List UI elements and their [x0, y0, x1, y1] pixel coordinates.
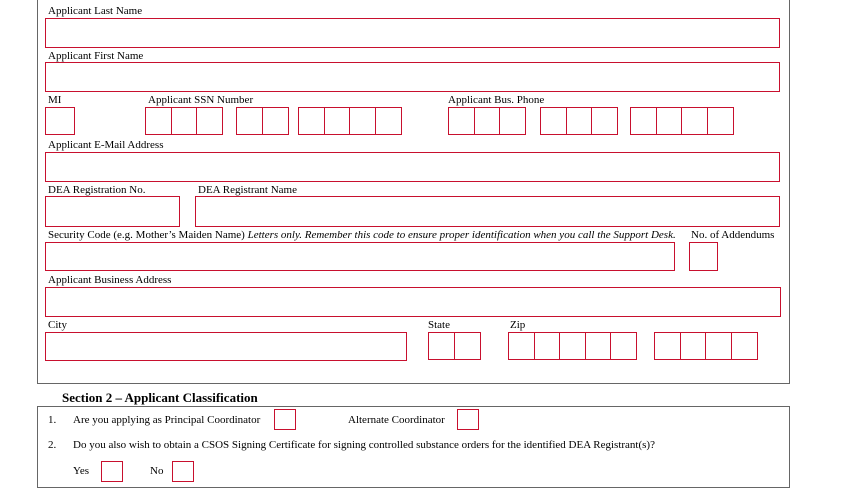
city-field[interactable]	[45, 332, 407, 361]
zip-digit-field[interactable]	[585, 332, 612, 360]
zip-digit-field[interactable]	[508, 332, 535, 360]
email-field[interactable]	[45, 152, 780, 182]
business-address-label: Applicant Business Address	[48, 274, 172, 286]
zip-group-1	[508, 332, 636, 360]
city-label: City	[48, 319, 67, 331]
zip-digit-field[interactable]	[559, 332, 586, 360]
q1-text: Are you applying as Principal Coordinator	[73, 414, 261, 426]
phone-digit-field[interactable]	[566, 107, 593, 135]
ssn-group-2	[236, 107, 287, 135]
security-code-field[interactable]	[45, 242, 675, 271]
ssn-group-1	[145, 107, 222, 135]
ssn-digit-field[interactable]	[349, 107, 376, 135]
dea-name-field[interactable]	[195, 196, 780, 227]
principal-coordinator-checkbox[interactable]	[274, 409, 296, 430]
ssn-digit-field[interactable]	[262, 107, 289, 135]
email-label: Applicant E-Mail Address	[48, 139, 164, 151]
phone-digit-field[interactable]	[591, 107, 618, 135]
zip-digit-field[interactable]	[534, 332, 561, 360]
alternate-coordinator-checkbox[interactable]	[457, 409, 479, 430]
security-code-note: Letters only. Remember this code to ensure proper identification when you call the Support Desk.	[247, 229, 676, 241]
mi-label: MI	[48, 94, 62, 106]
business-address-field[interactable]	[45, 287, 781, 317]
phone-digit-field[interactable]	[656, 107, 683, 135]
addendums-label: No. of Addendums	[691, 229, 775, 241]
ssn-digit-field[interactable]	[298, 107, 325, 135]
zip-digit-field[interactable]	[731, 332, 758, 360]
ssn-digit-field[interactable]	[145, 107, 172, 135]
no-label: No	[150, 465, 164, 477]
first-name-field[interactable]	[45, 62, 780, 92]
dea-number-label: DEA Registration No.	[48, 184, 146, 196]
section2-title: Section 2 – Applicant Classification	[62, 390, 258, 405]
zip-digit-field[interactable]	[610, 332, 637, 360]
yes-label: Yes	[73, 465, 90, 477]
q2-number: 2.	[48, 439, 57, 451]
dea-number-field[interactable]	[45, 196, 180, 227]
state-letter-field[interactable]	[428, 332, 455, 360]
ssn-digit-field[interactable]	[196, 107, 223, 135]
phone-digit-field[interactable]	[630, 107, 657, 135]
ssn-label: Applicant SSN Number	[148, 94, 254, 106]
phone-group-2	[540, 107, 617, 135]
phone-digit-field[interactable]	[707, 107, 734, 135]
dea-name-label: DEA Registrant Name	[198, 184, 297, 196]
ssn-digit-field[interactable]	[171, 107, 198, 135]
zip-label: Zip	[510, 319, 526, 331]
zip-digit-field[interactable]	[705, 332, 732, 360]
last-name-label: Applicant Last Name	[48, 5, 143, 17]
phone-digit-field[interactable]	[474, 107, 501, 135]
zip-group-2	[654, 332, 756, 360]
state-label: State	[428, 319, 450, 331]
security-code-label-text: Security Code (e.g. Mother’s Maiden Name)	[48, 229, 245, 241]
security-code-label	[48, 229, 676, 241]
alternate-coordinator-label: Alternate Coordinator	[348, 414, 445, 426]
phone-digit-field[interactable]	[540, 107, 567, 135]
phone-digit-field[interactable]	[448, 107, 475, 135]
mi-field[interactable]	[45, 107, 75, 135]
phone-group-1	[448, 107, 525, 135]
section1-frame	[37, 0, 790, 384]
phone-label: Applicant Bus. Phone	[448, 94, 545, 106]
zip-digit-field[interactable]	[680, 332, 707, 360]
last-name-field[interactable]	[45, 18, 780, 48]
ssn-digit-field[interactable]	[324, 107, 351, 135]
phone-digit-field[interactable]	[681, 107, 708, 135]
phone-group-3	[630, 107, 732, 135]
ssn-digit-field[interactable]	[236, 107, 263, 135]
ssn-digit-field[interactable]	[375, 107, 402, 135]
q1-number: 1.	[48, 414, 57, 426]
zip-digit-field[interactable]	[654, 332, 681, 360]
phone-digit-field[interactable]	[499, 107, 526, 135]
q2-text: Do you also wish to obtain a CSOS Signing Certificate for signing controlled substance orders for the identified DEA Registrant(s)?	[73, 439, 655, 451]
state-cells	[428, 332, 479, 360]
addendums-field[interactable]	[689, 242, 718, 271]
first-name-label: Applicant First Name	[48, 50, 144, 62]
state-letter-field[interactable]	[454, 332, 481, 360]
ssn-group-3	[298, 107, 400, 135]
